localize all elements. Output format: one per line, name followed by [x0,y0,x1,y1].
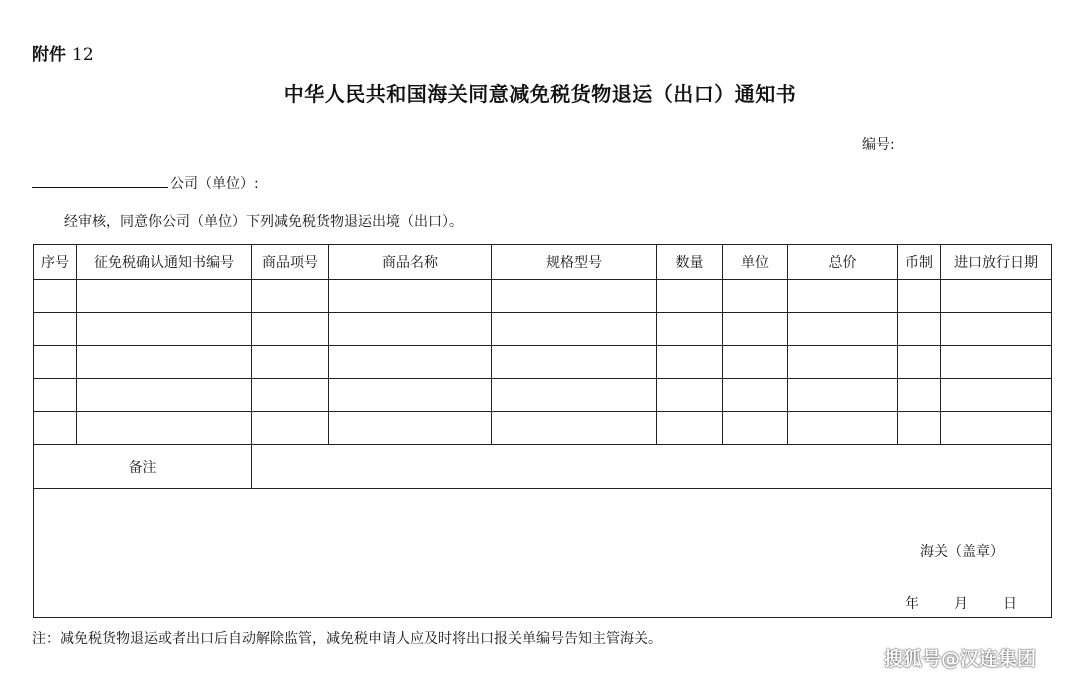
table-cell [34,379,77,412]
company-line [32,173,259,193]
table-cell [252,379,329,412]
header-cell: 数量 [657,245,723,280]
company-suffix: 公司（单位）: [170,176,259,192]
table-cell [34,346,77,379]
remarks-text: 备注 [128,459,157,476]
customs-stamp-label: 海关（盖章） [920,544,1004,560]
table-cell [898,280,941,313]
table-cell [492,412,657,445]
table-cell [329,313,492,346]
table-cell [329,346,492,379]
stamp-area [34,489,1052,618]
header-cell: 单位 [723,245,788,280]
table-cell [788,280,898,313]
stamp-row [34,489,1052,618]
serial-number-label: 编号: [862,137,895,153]
remarks-label [34,445,252,489]
table-cell [329,412,492,445]
table-row [34,412,1052,445]
table-cell [788,412,898,445]
attachment-label [32,40,94,65]
table-cell [941,379,1052,412]
table-row [34,346,1052,379]
table-cell [34,412,77,445]
table-cell [34,313,77,346]
remarks-row [34,445,1052,489]
header-cell: 总价 [788,245,898,280]
table-cell [723,412,788,445]
header-cell: 规格型号 [492,245,657,280]
header-cell: 币制 [898,245,941,280]
table-cell [252,313,329,346]
table-cell [898,379,941,412]
table-cell [252,412,329,445]
table-cell [723,379,788,412]
company-blank-field [32,173,168,188]
header-cell: 进口放行日期 [941,245,1052,280]
date-month-label: 月 [954,596,968,612]
table-cell [492,280,657,313]
table-cell [492,379,657,412]
table-cell [252,280,329,313]
table-cell [898,313,941,346]
table-row [34,280,1052,313]
table-cell [329,379,492,412]
watermark: 搜狐号@汉连集团 [884,648,1037,670]
footnote: 注：减免税货物退运或者出口后自动解除监管，减免税申请人应及时将出口报关单编号告知主管海关。 [32,631,662,647]
table-cell [941,280,1052,313]
table-row [34,379,1052,412]
table-row [34,313,1052,346]
goods-table [33,244,1052,618]
table-cell [77,313,252,346]
date-day-label: 日 [1003,596,1017,612]
attachment-text: 附件 [32,45,66,65]
table-cell [898,412,941,445]
table-cell [77,379,252,412]
header-cell: 商品名称 [329,245,492,280]
table-cell [941,313,1052,346]
table-cell [788,313,898,346]
table-cell [941,346,1052,379]
header-cell: 商品项号 [252,245,329,280]
header-row [34,245,1052,280]
table-cell [941,412,1052,445]
table-cell [657,313,723,346]
table-cell [77,412,252,445]
table-cell [492,346,657,379]
table-cell [657,280,723,313]
table-cell [657,379,723,412]
table-cell [723,346,788,379]
table-cell [723,280,788,313]
table-cell [329,280,492,313]
remarks-field [252,445,1052,489]
table-cell [723,313,788,346]
table-cell [657,346,723,379]
table-cell [898,346,941,379]
date-year-label: 年 [905,596,919,612]
table-cell [788,346,898,379]
table-cell [77,346,252,379]
attachment-number: 12 [72,45,94,65]
approval-statement: 经审核，同意你公司（单位）下列减免税货物退运出境（出口）。 [64,214,463,230]
header-cell: 序号 [34,245,77,280]
table-cell [492,313,657,346]
table-cell [657,412,723,445]
table-cell [34,280,77,313]
table-cell [788,379,898,412]
header-cell: 征免税确认通知书编号 [77,245,252,280]
table-cell [77,280,252,313]
table-cell [252,346,329,379]
document-title: 中华人民共和国海关同意减免税货物退运（出口）通知书 [283,82,797,106]
